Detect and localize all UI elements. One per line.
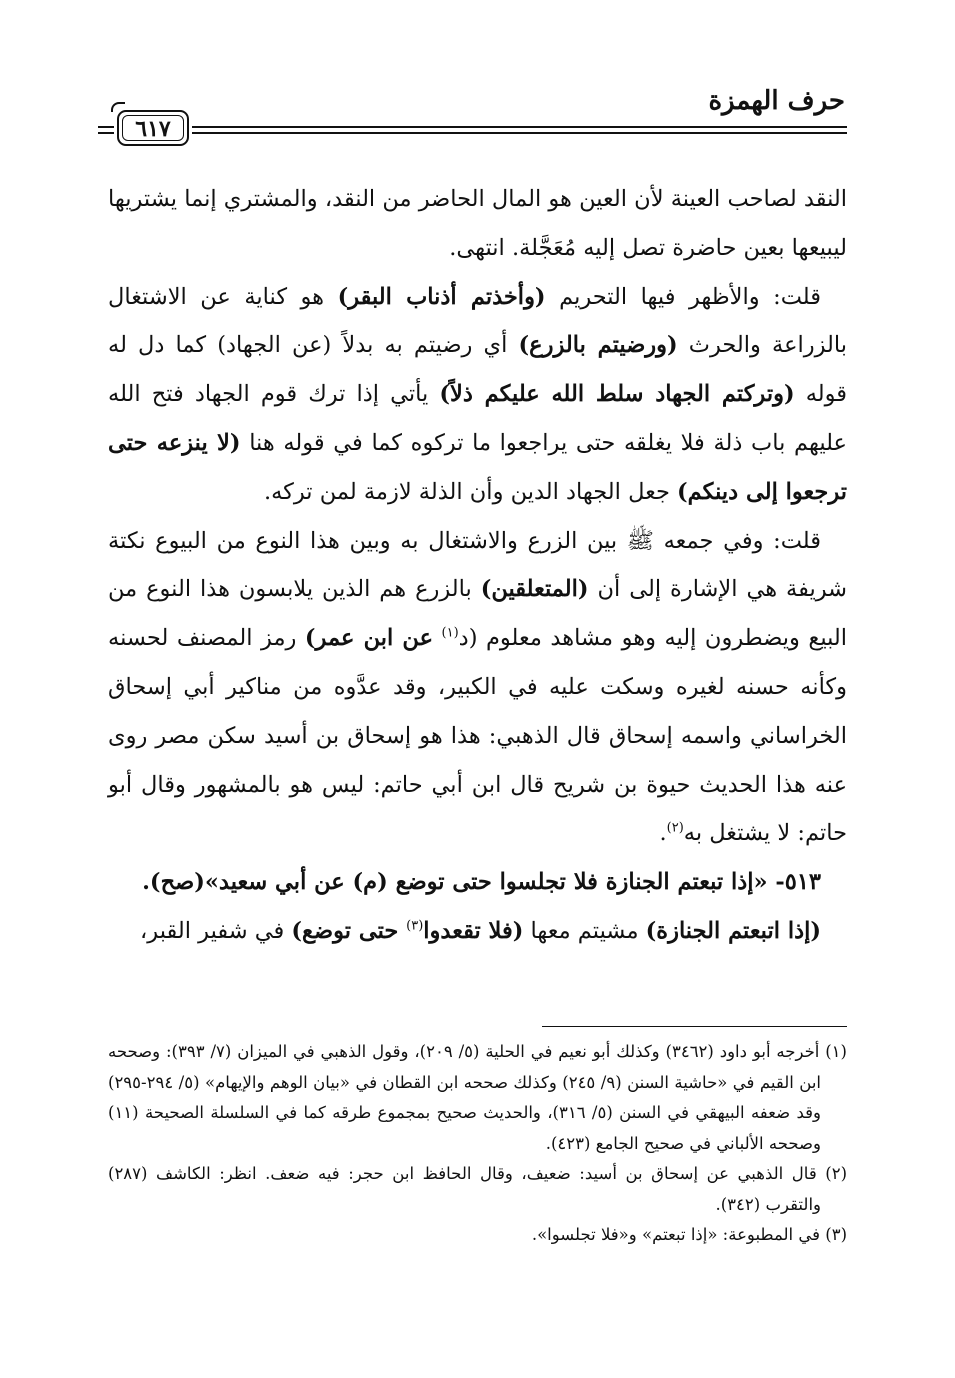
footnote-2: (٢) قال الذهبي عن إسحاق بن أسيد: ضعيف، وقال الحافظ ابن حجر: فيه ضعف. انظر: الكاشف (٢٨٧) والتقرب (٣٤٢). bbox=[108, 1164, 847, 1214]
text-segment: . bbox=[659, 820, 667, 847]
footnote-ref-3[interactable]: (٣) bbox=[406, 918, 424, 934]
hadith-phrase: (المتعلقين) bbox=[480, 576, 589, 603]
paragraph-continuation bbox=[108, 175, 847, 273]
text-segment: بالزرع هم الذين يلابسون هذا النوع من البيع ويضطرون إليه وهو مشاهد معلوم (د bbox=[108, 576, 848, 652]
paragraph-commentary-3 bbox=[108, 907, 847, 956]
main-text bbox=[108, 175, 847, 956]
text-segment: قلت: والأظهر فيها التحريم bbox=[545, 283, 821, 310]
text-segment: هو كناية عن الاشتغال بالزراعة والحرث bbox=[108, 283, 848, 359]
page-number: ٦١٧ bbox=[135, 116, 171, 142]
text-segment bbox=[433, 625, 442, 651]
text-segment: يأتي إذا ترك قوم الجهاد فتح الله عليهم باب ذلة فلا يغلقه حتى يراجعوا ما تركوه كما في قوله هنا bbox=[108, 381, 847, 456]
hadith-phrase: (إذا اتبعتم الجنازة) bbox=[645, 917, 821, 944]
text-segment: قلت: وفي جمعه ﷺ بين الزرع والاشتغال به وبين هذا النوع من البيوع نكتة شريفة هي الإشارة إلى أن bbox=[108, 527, 847, 603]
text-segment: النقد لصاحب العينة لأن العين هو المال الحاضر من النقد، والمشتري إنما يشتريها ليبيعها بعين حاضرة تصل إليه مُعَجَّلة. انتهى. bbox=[108, 186, 847, 261]
hadith-heading: ٥١٣- «إذا تبعتم الجنازة فلا تجلسوا حتى توضع (م) عن أبي سعيد»(صح). bbox=[142, 869, 821, 896]
hadith-phrase: (وتركتم الجهاد سلط الله عليكم ذلاً) bbox=[439, 381, 795, 408]
chapter-title: حرف الهمزة bbox=[708, 86, 845, 116]
text-segment: أي رضيتم به بدلاً (عن الجهاد) كما دل له قوله bbox=[108, 332, 847, 408]
hadith-entry-513 bbox=[108, 858, 847, 907]
hadith-phrase: (وأخذتم أذناب البقر) bbox=[337, 283, 546, 310]
footnote-separator bbox=[542, 1026, 847, 1027]
hadith-phrase: عن ابن عمر) bbox=[304, 625, 433, 652]
paragraph-commentary-2 bbox=[108, 517, 847, 859]
hadith-phrase: (لا ينزعه حتى ترجعوا إلى دينكم) bbox=[108, 429, 847, 505]
hadith-phrase: (ورضيتم بالزرع) bbox=[518, 332, 678, 359]
text-segment: مشيتم معها bbox=[523, 917, 646, 944]
hadith-phrase: (فلا تقعدوا bbox=[423, 917, 524, 944]
paragraph-commentary-1 bbox=[108, 273, 847, 517]
footnote-ref-1[interactable]: (١) bbox=[441, 625, 459, 641]
page-number-frame bbox=[117, 110, 189, 146]
text-segment: في شفير القبر، bbox=[140, 917, 292, 944]
hadith-phrase: حتى توضع) bbox=[291, 917, 407, 944]
text-segment: رمز المصنف لحسنه وكأنه حسنه لغيره وسكت عليه في الكبير، وقد عدَّوه من مناكير أبي إسحاق الخراساني واسمه إسحاق قال الذهبي: هذا هو إسحاق بن أسيد سكن مصر روى عنه هذا الحديث حيوة بن شريح قال ابن أبي حاتم: ليس هو بالمشهور وقال أبو حاتم: لا يشتغل به bbox=[108, 625, 847, 847]
footnotes bbox=[108, 1037, 847, 1251]
footnote-1: (١) أخرجه أبو داود (٣٤٦٢) وكذلك أبو نعيم في الحلية (٥/ ٢٠٩)، وقول الذهبي في الميزان (٧/ ٣٩٣): وصححه ابن القيم في «حاشية السنن (٩/ ٢٤٥) وكذلك صححه ابن القطان في «بيان الوهم والإيهام» (٥/ ٢٩٤-٢٩٥) وقد ضعفه البيهقي في السنن (٥/ ٣١٦)، والحديث صحيح بمجموع طرقه كما في السلسلة الصحيحة (١١) وصححه الألباني في صحيح الجامع (٤٢٣). bbox=[108, 1042, 847, 1153]
text-segment: جعل الجهاد الدين وأن الذلة لازمة لمن تركه. bbox=[263, 478, 678, 505]
header-rule-tail bbox=[98, 126, 114, 134]
footnote-3: (٣) في المطبوعة: «إذا تبعتم» و«فلا تجلسوا». bbox=[531, 1225, 847, 1244]
header-rule bbox=[192, 126, 847, 134]
footnote-ref-2[interactable]: (٢) bbox=[666, 820, 684, 836]
